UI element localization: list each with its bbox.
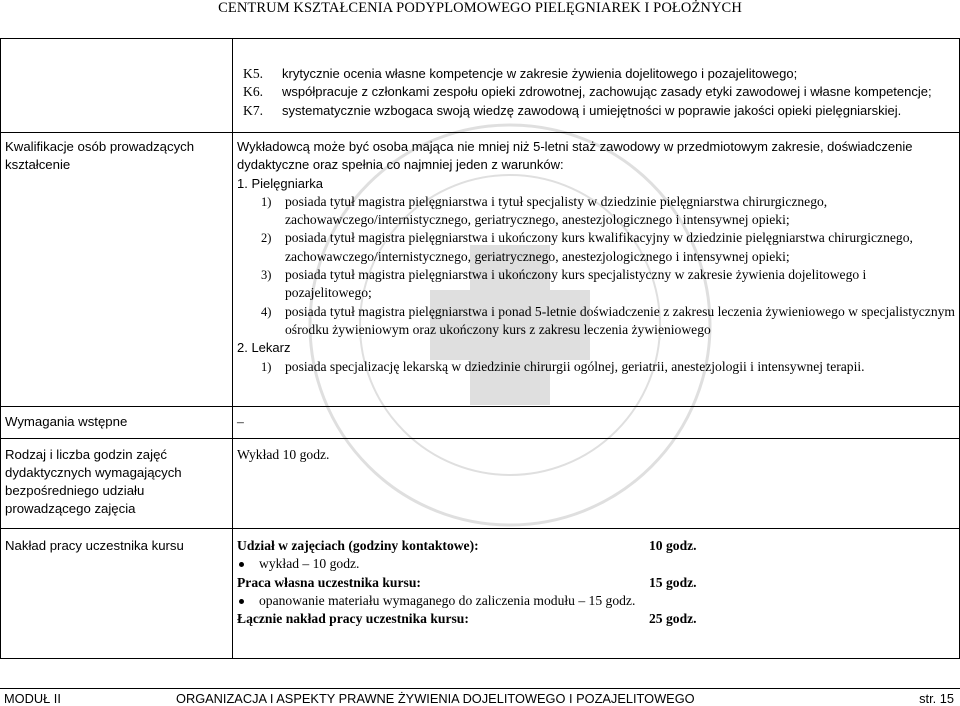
nurse-item-1: 1) posiada tytuł magistra pielęgniarstwa i tytuł specjalisty w dziedzinie pielęgniarstwa chirurgicznego, zachowawczego/internistycznego, geriatrycznego, anestezjologicznego i intensywnej opieki; <box>261 193 828 228</box>
self-study-bullet: opanowanie materiału wymaganego do zaliczenia modułu – 15 godz. <box>237 592 955 610</box>
competencies-label-cell <box>1 39 233 133</box>
workload-cell <box>233 529 960 659</box>
qualifications-cell <box>233 133 960 407</box>
qualifications-intro: Wykładowcą może być osoba mająca nie mniej niż 5-letni staż zawodowy w przedmiotowym zakresie, doświadczenie dydaktyczne oraz spełnia co najmniej jeden z warunków: <box>237 139 913 173</box>
prerequisites-value: – <box>233 407 960 439</box>
contact-hours-line: Udział w zajęciach (godziny kontaktowe): 10 godz. <box>237 538 697 553</box>
nurse-item-4: 4) posiada tytuł magistra pielęgniarstwa i ponad 5-letnie doświadczenie z zakresu leczenia żywieniowego w specjalistycznym ośrodku żywieniowym oraz ukończony kurs z zakresu leczenia żywieniowego <box>261 303 956 337</box>
competency-k7: K7. systematycznie wzbogaca swoją wiedzę zawodową i umiejętności w poprawie jakości opieki pielęgniarskiej. <box>243 102 902 118</box>
nurse-item-2: 2) posiada tytuł magistra pielęgniarstwa i ukończony kurs kwalifikacyjny w dziedzinie pielęgniarstwa chirurgicznego, zachowawczego/internistycznego, geriatrycznego, anestezjologicznego i intensywnej opieki; <box>261 230 913 264</box>
classes-value: Wykład 10 godz. <box>233 439 960 529</box>
competencies-cell <box>233 39 960 133</box>
nurse-item-3: 3) posiada tytuł magistra pielęgniarstwa i ukończony kurs specjalistyczny w zakresie żywienia dojelitowego i pozajelitowego; <box>261 267 867 301</box>
bullet-icon <box>239 599 244 604</box>
qualifications-label: Kwalifikacje osób prowadzących kształcenie <box>1 133 233 407</box>
page-footer <box>0 688 960 706</box>
group-nurse-title: 1. Pielęgniarka <box>237 175 323 191</box>
bullet-icon <box>239 562 244 567</box>
competency-k5: K5. krytycznie ocenia własne kompetencje w zakresie żywienia dojelitowego i pozajelitowego; <box>243 66 798 81</box>
footer-page-number: str. 15 <box>919 691 954 706</box>
footer-title: ORGANIZACJA I ASPEKTY PRAWNE ŻYWIENIA DOJELITOWEGO I POZAJELITOWEGO <box>176 691 695 706</box>
workload-label: Nakład pracy uczestnika kursu <box>1 529 233 659</box>
classes-row <box>1 439 960 529</box>
competency-k6: K6. współpracuje z członkami zespołu opieki zdrowotnej, zachowując zasady etyki zawodowej i własne kompetencje; <box>243 84 932 100</box>
qualifications-row <box>1 133 960 407</box>
competencies-row <box>1 39 960 133</box>
classes-label: Rodzaj i liczba godzin zajęć dydaktycznych wymagających bezpośredniego udziału prowadzącego zajęcia <box>1 439 233 529</box>
footer-module: MODUŁ II <box>4 691 61 706</box>
total-hours-line: Łącznie nakład pracy uczestnika kursu: 25 godz. <box>237 611 697 627</box>
group-doctor-title: 2. Lekarz <box>237 340 291 356</box>
page-header: CENTRUM KSZTAŁCENIA PODYPLOMOWEGO PIELĘGNIAREK I POŁOŻNYCH <box>218 0 742 16</box>
workload-row <box>1 529 960 659</box>
prerequisites-label: Wymagania wstępne <box>1 407 233 439</box>
self-study-line: Praca własna uczestnika kursu: 15 godz. <box>237 574 697 590</box>
prerequisites-row <box>1 407 960 439</box>
lecture-bullet: wykład – 10 godz. <box>237 555 955 573</box>
doctor-item-1: 1) posiada specjalizację lekarską w dziedzinie chirurgii ogólnej, geriatrii, anestezjologii i intensywnej terapii. <box>261 358 865 374</box>
module-table <box>0 38 960 659</box>
